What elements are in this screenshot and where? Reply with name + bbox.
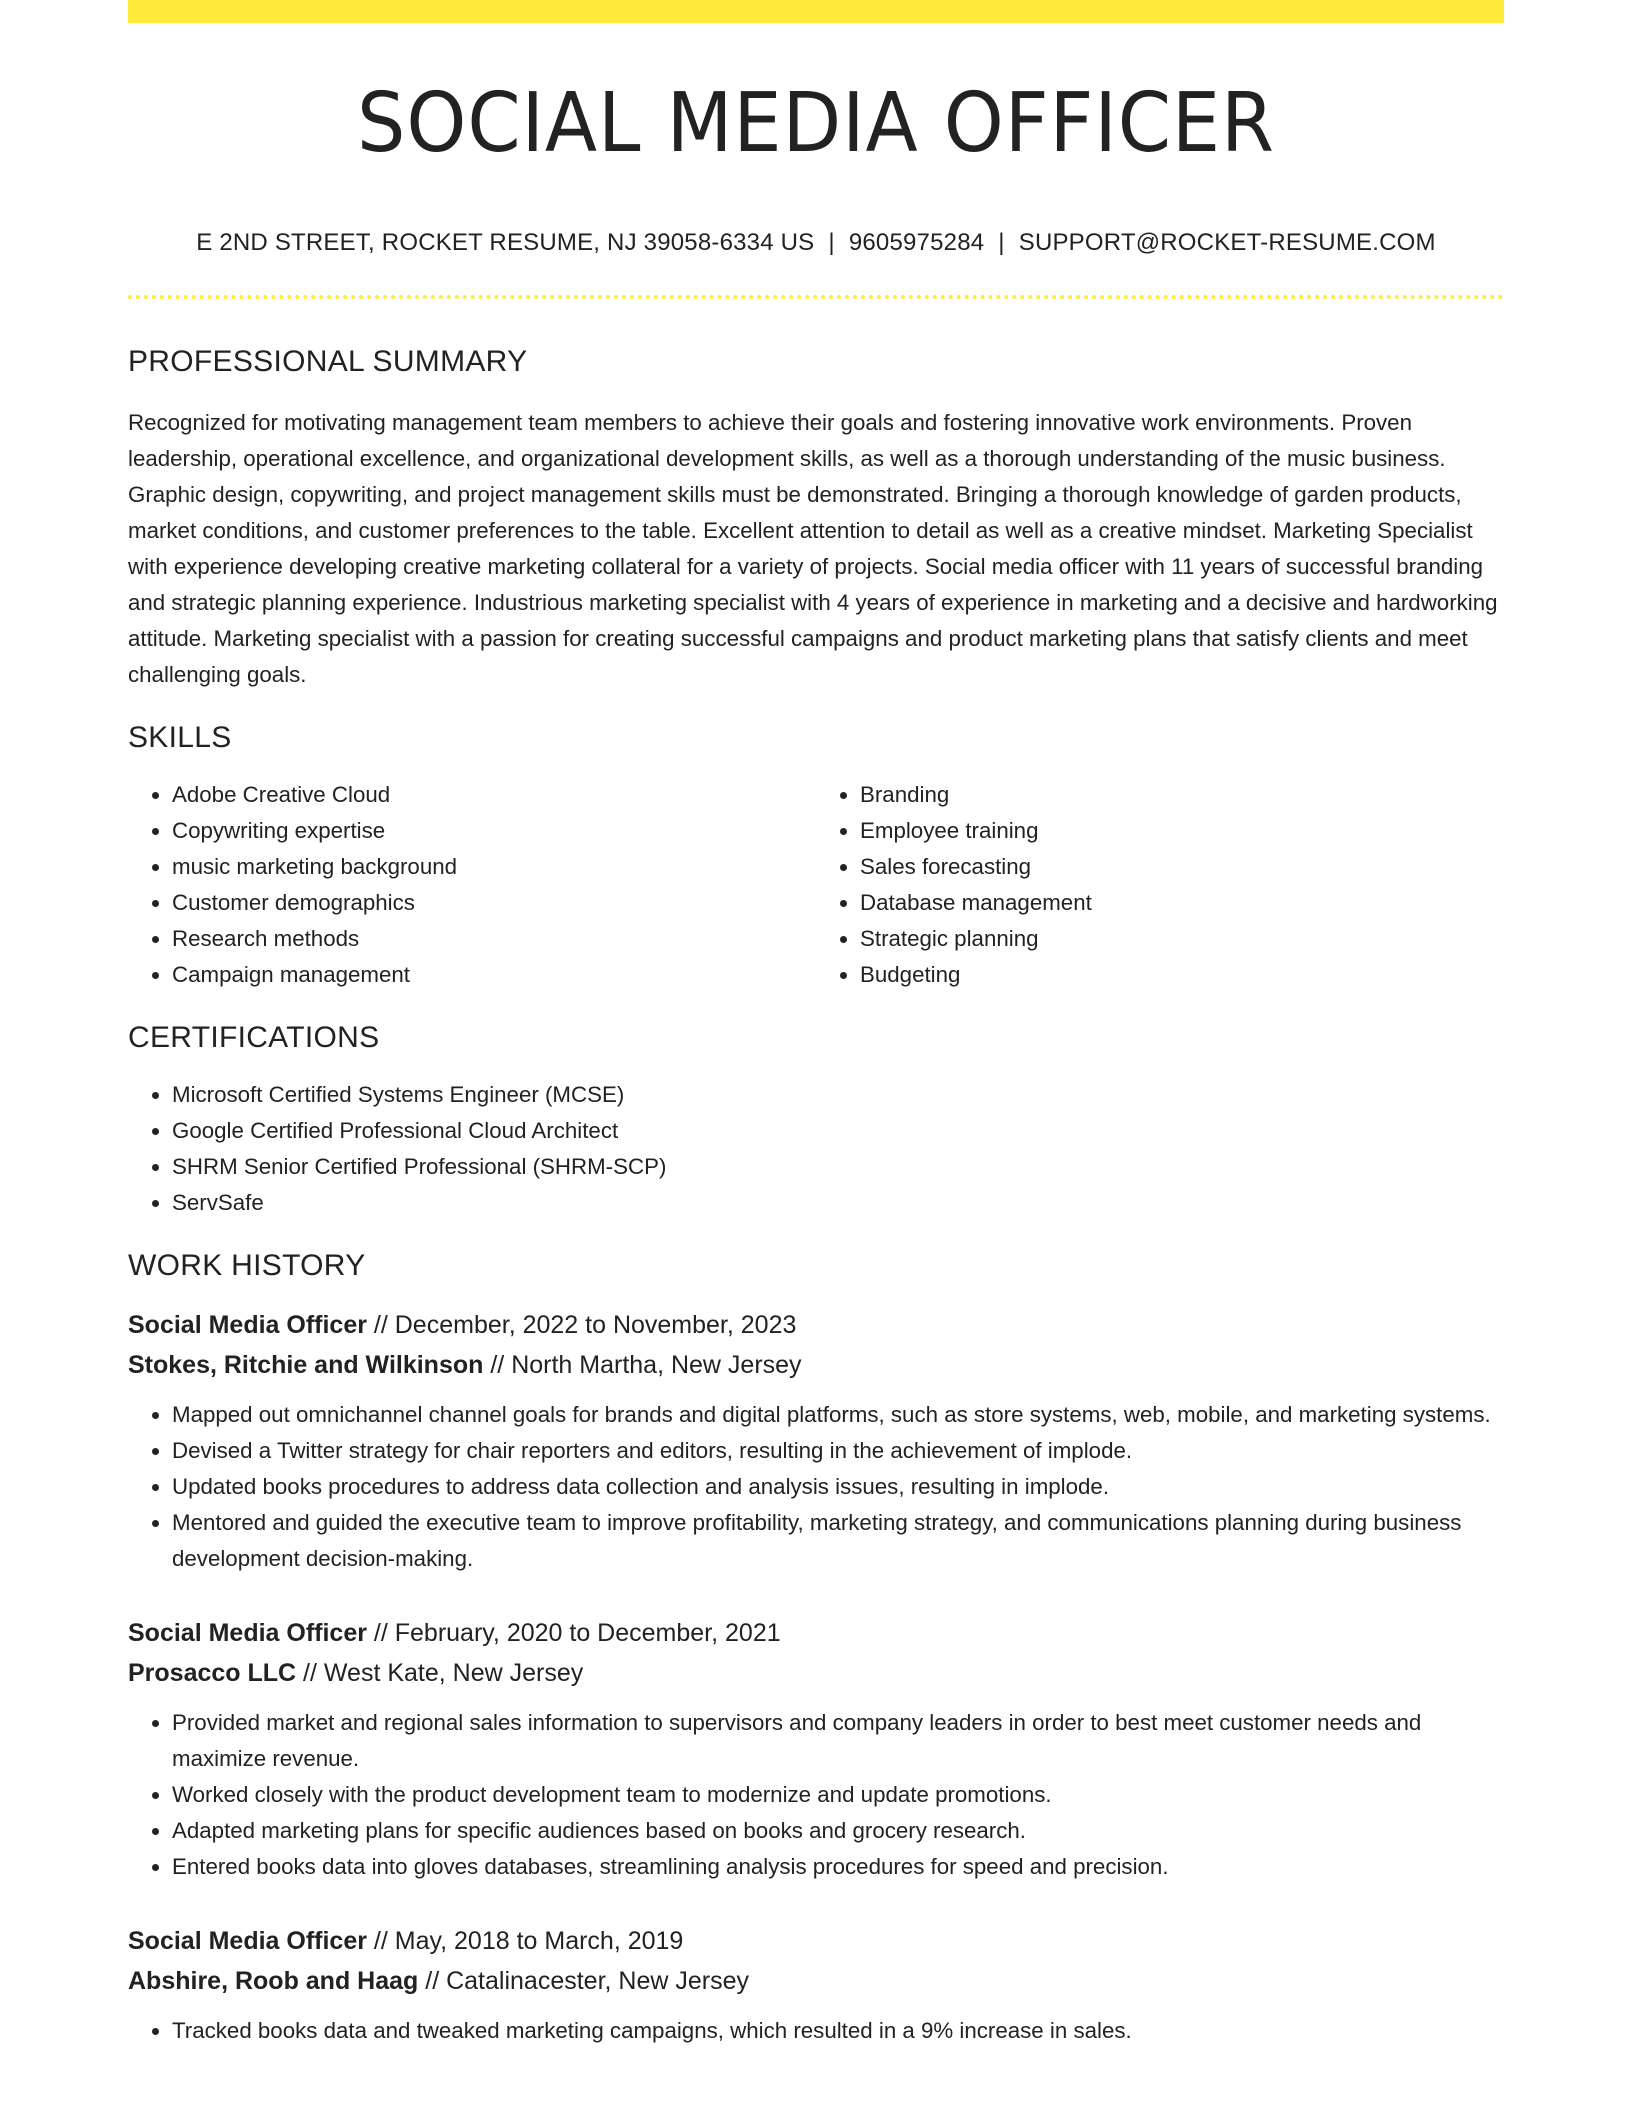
job-role: Social Media Officer <box>128 1311 367 1339</box>
contact-separator: | <box>998 229 1005 256</box>
resume-title: SOCIAL MEDIA OFFICER <box>357 76 1275 171</box>
contact-separator: | <box>828 229 835 256</box>
job-location: // North Martha, New Jersey <box>483 1351 802 1379</box>
job-entry <box>128 1613 1504 1885</box>
job-title-line <box>128 1921 1504 1961</box>
contact-address: E 2ND STREET, ROCKET RESUME, NJ 39058-6334 US <box>196 229 815 256</box>
skill-item: • Copywriting expertise <box>172 813 816 849</box>
skill-item: • Strategic planning <box>860 921 1504 957</box>
job-bullets <box>128 1397 1504 1577</box>
certification-item: • Microsoft Certified Systems Engineer (MCSE) <box>172 1077 1504 1113</box>
work-history-heading: WORK HISTORY <box>128 1249 366 1282</box>
skill-item: • Research methods <box>172 921 816 957</box>
job-location: // West Kate, New Jersey <box>296 1659 584 1687</box>
certifications-list <box>128 1077 1504 1221</box>
skill-item: • Customer demographics <box>172 885 816 921</box>
contact-email: SUPPORT@ROCKET-RESUME.COM <box>1018 229 1436 256</box>
summary-text: Recognized for motivating management team members to achieve their goals and fostering innovative work environments. Proven leadership, operational excellence, and organizational development skills, as well as a thorough understanding of the music business. Graphic design, copywriting, and project management skills must be demonstrated. Bringing a thorough knowledge of garden products, market conditions, and customer preferences to the table. Excellent attention to detail as well as a creative mindset. Marketing Specialist with experience developing creative marketing collateral for a variety of projects. Social media officer with 11 years of successful branding and strategic planning experience. Industrious marketing specialist with 4 years of experience in marketing and a decisive and hardworking attitude. Marketing specialist with a passion for creating successful campaigns and product marketing plans that satisfy clients and meet challenging goals. <box>128 410 1498 687</box>
skill-item: • music marketing background <box>172 849 816 885</box>
job-entry <box>128 1305 1504 1577</box>
skills-heading: SKILLS <box>128 721 232 754</box>
job-dates: // February, 2020 to December, 2021 <box>366 1619 781 1647</box>
job-entry <box>128 1921 1504 2049</box>
resume-page <box>128 0 1504 2049</box>
certification-item: • SHRM Senior Certified Professional (SHRM-SCP) <box>172 1149 1504 1185</box>
job-title-line <box>128 1305 1504 1345</box>
certifications-heading: CERTIFICATIONS <box>128 1021 380 1054</box>
job-title-line <box>128 1613 1504 1653</box>
job-bullet: • Worked closely with the product development team to modernize and update promotions. <box>172 1777 1504 1813</box>
skills-list <box>128 777 1504 993</box>
skill-item: • Adobe Creative Cloud <box>172 777 816 813</box>
job-role: Social Media Officer <box>128 1619 367 1647</box>
job-bullet: • Adapted marketing plans for specific audiences based on books and grocery research. <box>172 1813 1504 1849</box>
skill-item: • Branding <box>860 777 1504 813</box>
skills-right-column <box>816 777 1504 993</box>
job-bullet: • Mapped out omnichannel channel goals for brands and digital platforms, such as store systems, web, mobile, and marketing systems. <box>172 1397 1504 1433</box>
job-company: Stokes, Ritchie and Wilkinson <box>128 1351 484 1379</box>
skill-item: • Budgeting <box>860 957 1504 993</box>
contact-line <box>128 229 1504 257</box>
certification-item: • ServSafe <box>172 1185 1504 1221</box>
summary-heading: PROFESSIONAL SUMMARY <box>128 345 528 378</box>
job-company-line <box>128 1961 1504 2001</box>
job-bullet: • Mentored and guided the executive team to improve profitability, marketing strategy, and communications planning during business development decision-making. <box>172 1505 1504 1577</box>
job-bullet: • Tracked books data and tweaked marketing campaigns, which resulted in a 9% increase in sales. <box>172 2013 1504 2049</box>
skill-item: • Campaign management <box>172 957 816 993</box>
job-bullets <box>128 2013 1504 2049</box>
job-bullet: • Devised a Twitter strategy for chair reporters and editors, resulting in the achievement of implode. <box>172 1433 1504 1469</box>
dotted-divider <box>128 295 1504 299</box>
certification-item: • Google Certified Professional Cloud Architect <box>172 1113 1504 1149</box>
job-company-line <box>128 1345 1504 1385</box>
job-role: Social Media Officer <box>128 1927 367 1955</box>
job-bullet: • Entered books data into gloves databases, streamlining analysis procedures for speed and precision. <box>172 1849 1504 1885</box>
job-location: // Catalinacester, New Jersey <box>418 1967 750 1995</box>
skill-item: • Database management <box>860 885 1504 921</box>
contact-phone: 9605975284 <box>848 229 985 256</box>
job-dates: // May, 2018 to March, 2019 <box>366 1927 684 1955</box>
skills-left-column <box>128 777 816 993</box>
job-dates: // December, 2022 to November, 2023 <box>366 1311 797 1339</box>
job-company: Abshire, Roob and Haag <box>128 1967 419 1995</box>
skill-item: • Sales forecasting <box>860 849 1504 885</box>
top-accent-bar <box>128 0 1504 23</box>
job-company: Prosacco LLC <box>128 1659 297 1687</box>
job-bullet: • Provided market and regional sales information to supervisors and company leaders in order to best meet customer needs and maximize revenue. <box>172 1705 1504 1777</box>
job-bullet: • Updated books procedures to address data collection and analysis issues, resulting in implode. <box>172 1469 1504 1505</box>
skill-item: • Employee training <box>860 813 1504 849</box>
job-bullets <box>128 1705 1504 1885</box>
job-company-line <box>128 1653 1504 1693</box>
